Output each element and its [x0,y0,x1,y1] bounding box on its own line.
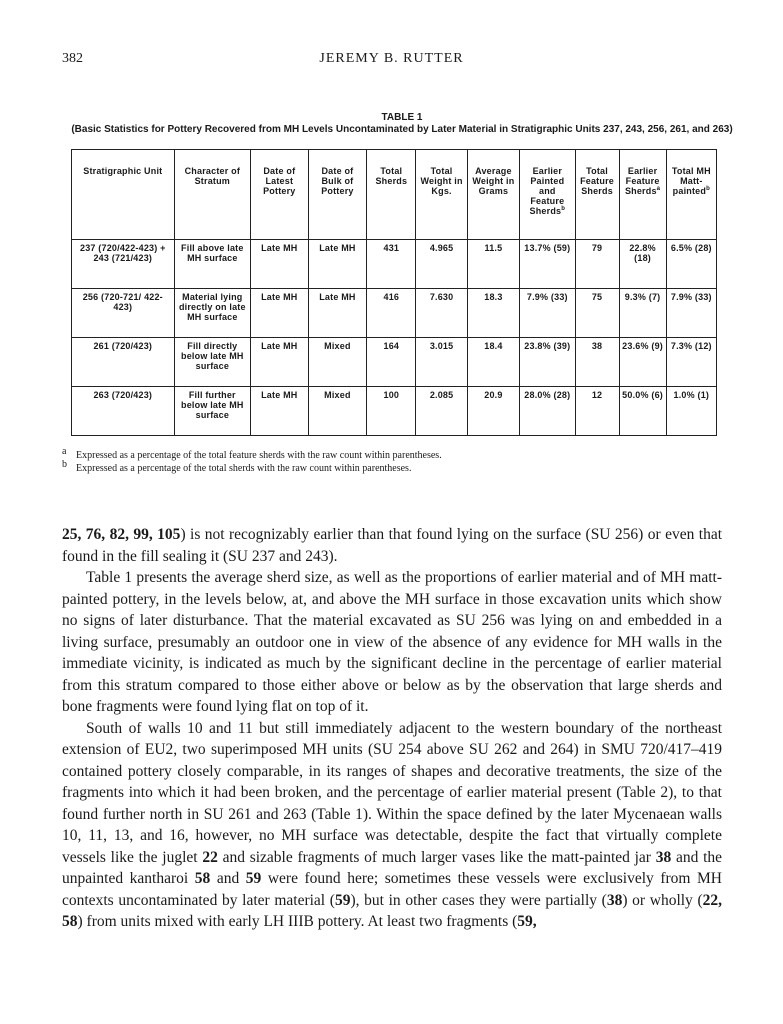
cell-earlier-painted: 7.9% (33) [520,289,575,338]
cell-total-weight: 3.015 [416,338,467,387]
cell-earlier-feature: 22.8% (18) [619,240,666,289]
cell-bulk-date: Late MH [308,289,367,338]
footnote-a: $^a$ Expressed as a percentage of the total feature sherds with the raw count within parentheses. [62,445,442,461]
cell-character: Fill above late MH surface [174,240,250,289]
body-text [62,524,722,933]
running-head-author: JEREMY B. RUTTER [319,51,464,66]
cell-earlier-painted: 23.8% (39) [520,338,575,387]
cell-total-weight: 4.965 [416,240,467,289]
table-row [72,289,717,338]
cell-total-feature: 75 [575,289,619,338]
cell-average-weight: 20.9 [467,387,519,436]
col-header-total-feature: Total Feature Sherds [575,150,619,240]
cell-unit: 261 (720/423) [72,338,175,387]
cell-latest-date: Late MH [251,289,309,338]
paragraph-continuation: 25, 76, 82, 99, 105) is not recognizably earlier than that found lying on the surface (SU 256) or even that found in the fill sealing it (SU 237 and 243). [62,526,723,565]
statistics-table [71,149,717,436]
footnote-text: Expressed as a percentage of the total sherds with the raw count within parentheses. [76,463,412,474]
cell-unit: 237 (720/422-423) + 243 (721/423) [72,240,175,289]
col-header-latest-date: Date of Latest Pottery [251,150,309,240]
col-header-total-sherds: Total Sherds [367,150,416,240]
col-header-earlier-painted: Earlier Painted and Feature Sherds$^b$ [520,150,575,240]
cell-earlier-painted: 28.0% (28) [520,387,575,436]
cell-latest-date: Late MH [251,338,309,387]
paragraph-table-summary: Table 1 presents the average sherd size, as well as the proportions of earlier material and of MH matt-painted pottery, in the levels below, at, and above the MH surface in those excavation units which show no signs of later disturbance. That the material excavated as SU 256 was lying on and embedded in a living surface, presumably an outdoor one in view of the absence of any evidence for MH walls in the immediate vicinity, is indicated as much by the significant decline in the percentage of earlier material from this stratum compared to those either above or below as by the observation that large sherds and bone fragments were found lying flat on top of it. [62,569,722,715]
cell-character: Fill further below late MH surface [174,387,250,436]
col-header-total-weight: Total Weight in Kgs. [416,150,467,240]
col-header-bulk-date: Date of Bulk of Pottery [308,150,367,240]
cell-total-weight: 2.085 [416,387,467,436]
table-row [72,338,717,387]
cell-character: Fill directly below late MH surface [174,338,250,387]
cell-total-sherds: 416 [367,289,416,338]
cell-matt-painted: 7.3% (12) [666,338,716,387]
cell-character: Material lying directly on late MH surface [174,289,250,338]
paragraph-walls: South of walls 10 and 11 but still immediately adjacent to the western boundary of the northeast extension of EU2, two superimposed MH units (SU 254 above SU 262 and 264) in SMU 720/417–419 contained pottery closely comparable, in its ranges of shapes and decorative treatments, the size of the fragments into which it had been broken, and the percentage of earlier material present (Table 2), to that found further north in SU 261 and 263 (Table 1). Within the space defined by the later Mycenaean walls 10, 11, 13, and 16, however, no MH surface was detectable, despite the fact that virtually complete vessels like the juglet 22 and sizable fragments of much larger vases like the matt-painted jar 38 and the unpainted kantharoi 58 and 59 were found here; sometimes these vessels were exclusively from MH contexts uncontaminated by later material (59), but in other cases they were partially (38) or wholly (22, 58) from units mixed with early LH IIIB pottery. At least two fragments (59, [62,719,723,930]
col-header-earlier-feature: Earlier Feature Sherds$^a$ [619,150,666,240]
page-number: 382 [62,51,83,66]
table-header-row [72,150,717,240]
cell-average-weight: 18.4 [467,338,519,387]
footnote-text: Expressed as a percentage of the total feature sherds with the raw count within parentheses. [76,450,442,461]
cell-earlier-feature: 50.0% (6) [619,387,666,436]
cell-average-weight: 11.5 [467,240,519,289]
cell-unit: 256 (720-721/ 422-423) [72,289,175,338]
cell-earlier-feature: 9.3% (7) [619,289,666,338]
table-heading [62,112,742,136]
col-header-unit: Stratigraphic Unit [72,150,175,240]
footnote-b: $^b$ Expressed as a percentage of the total sherds with the raw count within parentheses. [62,458,412,474]
col-header-character: Character of Stratum [174,150,250,240]
cell-earlier-painted: 13.7% (59) [520,240,575,289]
cell-average-weight: 18.3 [467,289,519,338]
table-row [72,387,717,436]
cell-latest-date: Late MH [251,240,309,289]
table-row [72,240,717,289]
cell-bulk-date: Late MH [308,240,367,289]
table-caption: (Basic Statistics for Pottery Recovered from MH Levels Uncontaminated by Later Material in Stratigraphic Units 237, 243, 256, 261, and 263) [71,124,733,135]
cell-matt-painted: 7.9% (33) [666,289,716,338]
col-header-average-weight: Average Weight in Grams [467,150,519,240]
cell-bulk-date: Mixed [308,338,367,387]
cell-matt-painted: 1.0% (1) [666,387,716,436]
cell-total-sherds: 164 [367,338,416,387]
col-header-matt-painted: Total MH Matt-painted$^b$ [666,150,716,240]
cell-total-sherds: 100 [367,387,416,436]
table-title: TABLE 1 [381,112,423,123]
table-footnotes [62,445,442,475]
cell-total-feature: 79 [575,240,619,289]
cell-latest-date: Late MH [251,387,309,436]
cell-matt-painted: 6.5% (28) [666,240,716,289]
cell-total-feature: 38 [575,338,619,387]
cell-total-weight: 7.630 [416,289,467,338]
catalogue-refs: 25, 76, 82, 99, 105 [62,526,181,543]
cell-unit: 263 (720/423) [72,387,175,436]
cell-total-sherds: 431 [367,240,416,289]
cell-bulk-date: Mixed [308,387,367,436]
cell-total-feature: 12 [575,387,619,436]
cell-earlier-feature: 23.6% (9) [619,338,666,387]
